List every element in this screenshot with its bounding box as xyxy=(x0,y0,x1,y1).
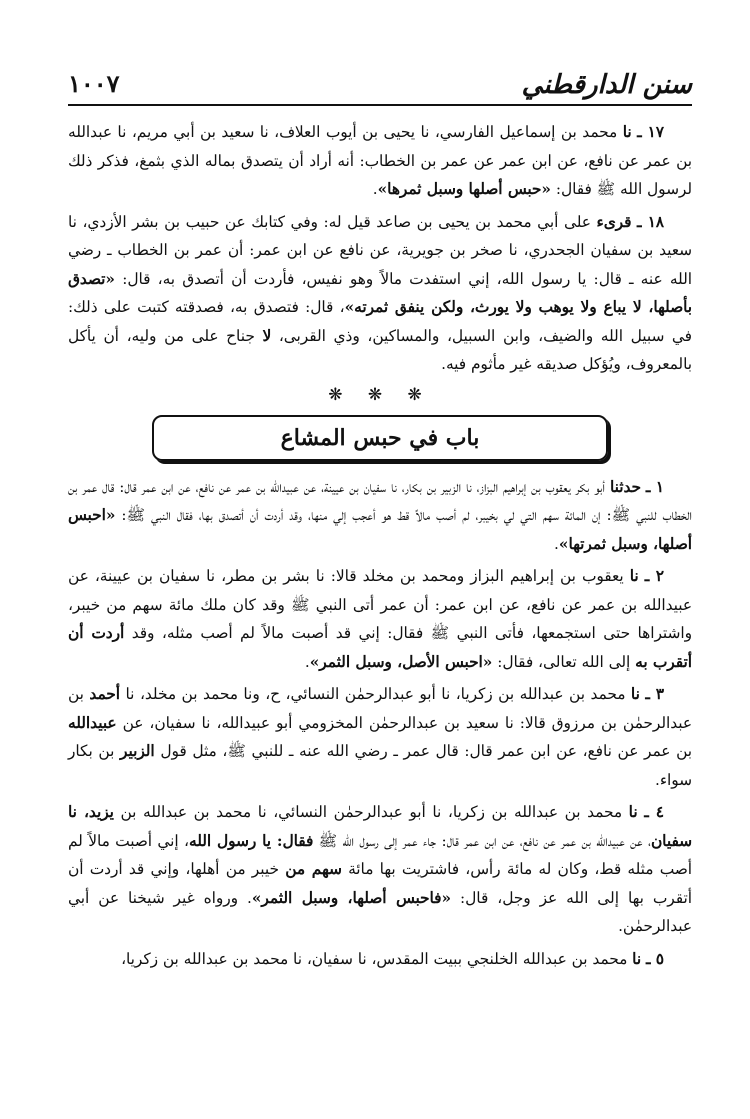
hadith-lead: حدثنا xyxy=(609,477,641,496)
hadith-quote: «تصدق بأصلها، لا يباع ولا يوهب ولا يورث، ولكن ينفق ثمرته» xyxy=(68,269,693,316)
hadith-text: يعقوب بن إبراهيم البزاز ومحمد بن مخلد قالا: نا بشر بن مطر، نا سفيان بن عيينة، عن عبيدالله بن عمر عن نافع، عن ابن عمر: أن عمر أتى النبي ﷺ وقد كان ملك مائة سهم من خيبر، واشتراها حتى استجمعها، فأتى النبي ﷺ فقال: إني قد أصبت مالاً لم أصب مثله، وقد xyxy=(68,567,692,642)
hadith-lead: نا xyxy=(630,685,640,703)
hadith-text: . xyxy=(372,180,378,198)
hadith-text: محمد بن عبدالله بن زكريا، نا أبو عبدالرحمٰن النسائي، ح، ونا محمد بن مخلد، نا xyxy=(120,685,631,703)
hadith-emphasis: أحمد xyxy=(89,685,121,703)
hadith-17 xyxy=(68,118,692,204)
hadith-1 xyxy=(68,473,692,559)
hadith-text: . xyxy=(304,652,310,671)
hadith-lead: قرىء xyxy=(596,212,632,231)
hadith-text: بن عمر عن نافع، عن ابن عمر قال: قال عمر ـ رضي الله عنه ـ للنبي ﷺ، مثل قول xyxy=(154,742,692,760)
chapter-heading xyxy=(152,415,608,461)
hadith-lead: نا xyxy=(628,803,638,821)
hadith-quote: «حبس أصلها وسبل ثمرها» xyxy=(377,180,551,198)
book-page xyxy=(68,60,692,977)
hadith-text: بن بكار سواء. xyxy=(68,742,692,789)
hadith-emphasis: الزبير xyxy=(120,742,155,760)
hadith-text: أبو بكر يعقوب بن إبراهيم البزاز، نا الزبير بن بكار، نا سفيان بن عيينة، عن عبيدالله بن عمر عن نافع، عن ابن عمر قال: قال عمر بن الخطاب للنبي ﷺ: إن المائة سهم التي لي بخيبر، لم أصب مالاً قط هو أعجب إلي منها، وقد أردت أن أتصدق بها، فقال النبي ﷺ: xyxy=(68,477,692,524)
hadith-number: ١٧ ـ xyxy=(637,123,664,141)
hadith-2 xyxy=(68,562,692,676)
hadith-emphasis: سهم من xyxy=(285,860,342,878)
hadith-number: ٤ ـ xyxy=(644,803,664,821)
hadith-text: جناح على من وليه، أن يأكل بالمعروف، ويُؤكل صديقه غير مأثوم فيه. xyxy=(68,326,692,373)
hadith-text: ، قال: فتصدق به، فصدقته كتبت على ذلك: في سبيل الله والضيف، وابن السبيل، والمساكين، وذي القربى، xyxy=(68,298,692,345)
hadith-text: محمد بن عبدالله بن زكريا، نا أبو عبدالرحمٰن النسائي، نا محمد بن عبدالله بن xyxy=(113,803,629,821)
hadith-text: على أبي محمد بن يحيى بن صاعد قيل له: وفي كتابك عن حبيب بن بشر الأزدي، نا سعيد بن سفيان الجحدري، نا صخر بن جويرية، عن نافع عن ابن عمر: أن عمر بن الخطاب ـ رضي الله عنه ـ قال: يا رسول الله، إني استفدت مالاً وهو نفيس، فأردت أن أتصدق به، قال: xyxy=(68,212,692,288)
hadith-3 xyxy=(68,680,692,794)
hadith-18 xyxy=(68,208,692,379)
section-divider-stars: ❋ ❋ ❋ xyxy=(328,384,432,405)
hadith-emphasis: أردت أن أتقرب به xyxy=(68,624,692,671)
hadith-5 xyxy=(68,945,692,974)
hadith-quote: «احبس أصلها، وسبل ثمرتها» xyxy=(68,506,692,553)
book-title: سنن الدارقطني xyxy=(521,70,692,100)
hadith-text: . ورواه غير شيخنا عن أبي عبدالرحمٰن. xyxy=(68,888,692,935)
hadith-text: محمد بن إسماعيل الفارسي، نا يحيى بن أيوب العلاف، نا سعيد بن أبي مريم، نا عبدالله بن عمر عن نافع، عن ابن عمر عن عمر بن الخطاب: أنه أراد أن يتصدق بماله الذي بثمغ، فذكر ذلك لرسول الله ﷺ فقال: xyxy=(68,123,692,198)
hadith-number: ٥ ـ xyxy=(645,949,664,968)
chapter-title: باب في حبس المشاع xyxy=(280,424,480,451)
hadith-text: محمد بن عبدالله الخلنجي ببيت المقدس، نا سفيان، نا محمد بن عبدالله بن زكريا، xyxy=(121,949,633,968)
hadith-lead: نا xyxy=(629,567,639,585)
hadith-text: بن عبدالرحمٰن بن مرزوق قالا: نا سعيد بن عبدالرحمٰن المخزومي أبو عبيدالله، نا سفيان، عن xyxy=(68,685,692,732)
hadith-text: . xyxy=(554,534,559,553)
hadith-text: ، إني أصبت مالاً لم أصب مثله قط، وكان له مائة رأس، فاشتريت بها مائة xyxy=(68,831,693,878)
hadith-4 xyxy=(68,798,692,941)
hadith-quote: «فاحبس أصلها، وسبل الثمر» xyxy=(251,888,452,907)
hadith-number: ٣ ـ xyxy=(645,685,665,703)
page-number: ١٠٠٧ xyxy=(68,69,120,98)
hadith-text: ، عن عبيدالله بن عمر عن نافع، عن ابن عمر قال: جاء عمر إلى رسول الله ﷺ xyxy=(313,831,651,850)
hadith-number: ١ ـ xyxy=(645,477,664,496)
hadith-quote: «احبس الأصل، وسبل الثمر» xyxy=(309,652,493,671)
hadith-lead: نا xyxy=(622,123,632,141)
page-header xyxy=(68,60,692,106)
hadith-number: ١٨ ـ xyxy=(637,212,664,231)
hadith-emphasis: فقال: يا رسول الله xyxy=(189,831,314,850)
hadith-emphasis: يزيد، نا سفيان xyxy=(68,803,693,850)
hadith-emphasis: عبيدالله xyxy=(68,713,117,732)
hadith-lead: نا xyxy=(632,949,642,968)
page-content xyxy=(68,118,692,973)
hadith-emphasis: لا xyxy=(262,326,272,345)
hadith-text: إلى الله تعالى، فقال: xyxy=(492,652,636,671)
hadith-number: ٢ ـ xyxy=(644,567,665,585)
hadith-text: خيبر من أهلها، وإني قد أردت أن أتقرب بها إلى الله عز وجل، قال: xyxy=(68,860,692,907)
